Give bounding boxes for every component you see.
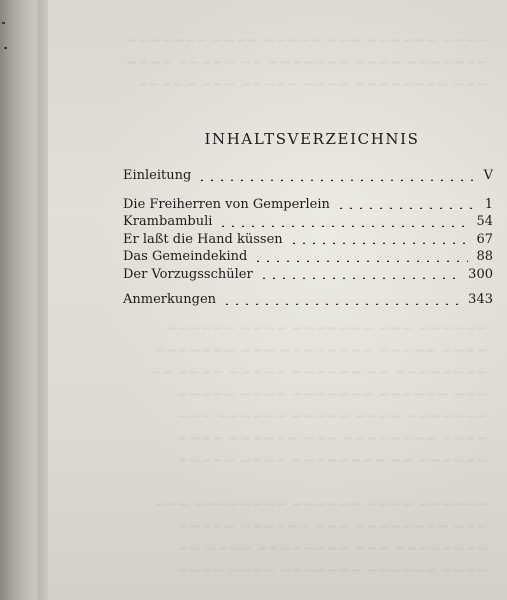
dot-leader <box>218 225 468 227</box>
toc-entry-title: Das Gemeindekind <box>123 249 248 264</box>
toc-entry-title: Krambambuli <box>123 214 213 229</box>
toc-entry <box>123 231 493 249</box>
toc-entry-title: Die Freiherren von Gemperlein <box>123 196 330 212</box>
toc-entry <box>123 213 493 231</box>
book-page <box>48 0 507 600</box>
toc-entry-page: 300 <box>468 266 493 282</box>
toc-entry <box>123 196 493 214</box>
toc-entry <box>123 248 493 266</box>
toc-heading: INHALTSVERZEICHNIS <box>204 130 420 148</box>
dot-leader <box>253 260 468 262</box>
toc-entry <box>123 291 493 309</box>
toc-entry-page: 343 <box>468 292 493 307</box>
dot-leader <box>336 207 475 209</box>
toc-entry-page: V <box>483 168 493 183</box>
ink-speck <box>4 47 7 49</box>
show-through-text: ~~~~~~ ~~~ ~~~~~~~ ~~~~ ~~~~~~ ~~~~ ~~~~~ ~~~~~~~~ ~~~ ~~~~~~~ ~~~~~~~~ ~~ ~~~~~~ ~~~~~ ~~~~ ~~ ~~~ ~~~~~~ ~~~~~~~ ~~~~ ~~~~~ ~~~~~~~ ~~~~ ~~~~~ ~~~~~~ ~~~ ~~~~ ~~~~~~~~ ~~~ ~~~~~~ ~~~~ ~~~~~~ ~~ ~~~~~~~~ ~~~~ ~~~~~ ~~~~~~ ~~~~ ~~~~~~ ~~~~~~~~ ~~~ ~~~ ~~~~~~~~ ~~~ ~~~~~~ ~~~~~ ~~~~~~~~ ~~~ ~~~~~~~~ ~~~~ ~~ ~~~~ ~~~~~~ ~~~~~~~ ~~~~ ~~~~ <box>149 321 488 579</box>
toc-entry-page: 88 <box>476 249 493 264</box>
toc-entry <box>123 266 493 284</box>
toc-entry-title: Der Vorzugsschüler <box>123 266 253 282</box>
dot-leader <box>197 179 475 181</box>
dot-leader <box>222 303 460 305</box>
toc-entry-page: 54 <box>476 214 493 229</box>
ink-speck <box>2 22 5 24</box>
toc-entry <box>123 167 493 185</box>
toc-entry-title: Anmerkungen <box>123 292 217 307</box>
toc-entry-title: Einleitung <box>123 168 192 183</box>
table-of-contents <box>123 130 493 309</box>
dot-leader <box>289 242 469 244</box>
toc-entry-page: 67 <box>476 231 493 247</box>
show-through-text: ~~~~ ~~~~~~ ~~~ ~~~~~ ~~~~ ~~~~~~~ ~~~~~~~ ~~~~ ~~~~~~~ ~~ ~~~~~ ~~~~ ~~~ ~~~~~~~~ ~~~~ ~~~~~ ~~~ ~~~~~ <box>125 33 488 93</box>
toc-entry-title: Er laßt die Hand küssen <box>123 231 283 247</box>
toc-entry-page: 1 <box>484 196 493 212</box>
previous-page-edge <box>0 0 42 600</box>
dot-leader <box>259 277 460 279</box>
